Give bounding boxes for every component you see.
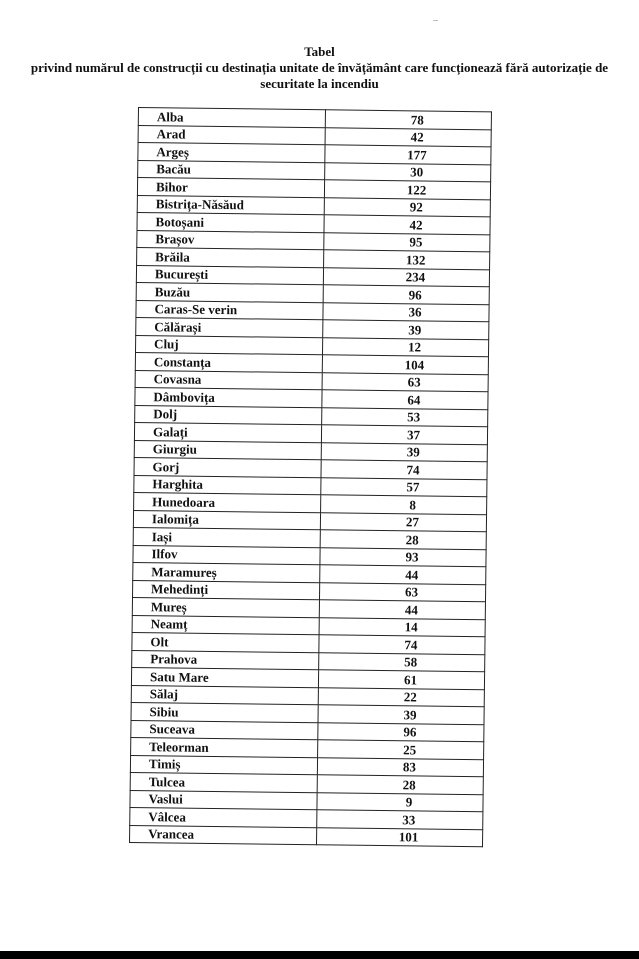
county-name-cell: Prahova bbox=[132, 650, 319, 670]
county-name-cell: Brăila bbox=[137, 247, 324, 267]
building-count-cell: 53 bbox=[322, 407, 488, 427]
county-name-cell: Neamț bbox=[132, 615, 319, 635]
building-count-cell: 104 bbox=[322, 355, 488, 375]
document-subtitle-line-2: securitate la incendiu bbox=[260, 76, 379, 91]
county-name-cell: Timiș bbox=[130, 755, 317, 775]
county-name-cell: Caras-Se verin bbox=[136, 300, 323, 320]
building-count-cell: 95 bbox=[324, 232, 490, 252]
document-header bbox=[0, 44, 639, 92]
county-name-cell: Buzău bbox=[136, 282, 323, 302]
county-name-cell: Arad bbox=[138, 125, 325, 145]
building-count-cell: 61 bbox=[318, 670, 484, 690]
building-count-cell: 58 bbox=[319, 652, 485, 672]
county-name-cell: Botoșani bbox=[137, 212, 324, 232]
county-name-cell: Brașov bbox=[137, 230, 324, 250]
building-count-cell: 78 bbox=[325, 110, 491, 130]
county-table bbox=[129, 107, 492, 847]
building-count-cell: 39 bbox=[318, 705, 484, 725]
building-count-cell: 57 bbox=[321, 477, 487, 497]
county-name-cell: Dolj bbox=[135, 405, 322, 425]
scan-mark bbox=[433, 20, 438, 21]
county-name-cell: Harghita bbox=[134, 475, 321, 495]
building-count-cell: 9 bbox=[317, 792, 483, 812]
building-count-cell: 42 bbox=[324, 215, 490, 235]
building-count-cell: 234 bbox=[323, 267, 489, 287]
county-name-cell: Argeș bbox=[138, 143, 325, 163]
building-count-cell: 92 bbox=[324, 197, 490, 217]
county-name-cell: București bbox=[136, 265, 323, 285]
building-count-cell: 22 bbox=[318, 687, 484, 707]
county-name-cell: Bihor bbox=[137, 178, 324, 198]
building-count-cell: 96 bbox=[318, 722, 484, 742]
building-count-cell: 12 bbox=[322, 337, 488, 357]
building-count-cell: 28 bbox=[317, 775, 483, 795]
county-name-cell: Bacău bbox=[138, 160, 325, 180]
building-count-cell: 30 bbox=[325, 162, 491, 182]
county-name-cell: Giurgiu bbox=[134, 440, 321, 460]
county-name-cell: Maramureș bbox=[133, 562, 320, 582]
county-name-cell: Cluj bbox=[136, 335, 323, 355]
county-name-cell: Constanța bbox=[135, 352, 322, 372]
county-name-cell: Sălaj bbox=[131, 685, 318, 705]
building-count-cell: 74 bbox=[319, 635, 485, 655]
building-count-cell: 42 bbox=[325, 127, 491, 147]
building-count-cell: 8 bbox=[321, 495, 487, 515]
building-count-cell: 44 bbox=[319, 600, 485, 620]
county-name-cell: Hunedoara bbox=[134, 492, 321, 512]
county-name-cell: Dâmbovița bbox=[135, 387, 322, 407]
county-name-cell: Bistrița-Năsăud bbox=[137, 195, 324, 215]
building-count-cell: 39 bbox=[321, 442, 487, 462]
building-count-cell: 33 bbox=[317, 810, 483, 830]
building-count-cell: 132 bbox=[324, 250, 490, 270]
building-count-cell: 96 bbox=[323, 285, 489, 305]
county-name-cell: Galați bbox=[134, 422, 321, 442]
county-name-cell: Suceava bbox=[131, 720, 318, 740]
county-name-cell: Mehedinți bbox=[133, 580, 320, 600]
county-name-cell: Tulcea bbox=[130, 772, 317, 792]
table-row bbox=[130, 825, 483, 847]
document-title: Tabel bbox=[304, 44, 335, 59]
county-name-cell: Vrancea bbox=[130, 825, 317, 845]
building-count-cell: 28 bbox=[320, 530, 486, 550]
county-name-cell: Satu Mare bbox=[131, 667, 318, 687]
building-count-cell: 64 bbox=[322, 390, 488, 410]
building-count-cell: 14 bbox=[319, 617, 485, 637]
county-name-cell: Iași bbox=[133, 527, 320, 547]
building-count-cell: 27 bbox=[320, 512, 486, 532]
building-count-cell: 177 bbox=[325, 145, 491, 165]
county-name-cell: Teleorman bbox=[131, 737, 318, 757]
building-count-cell: 122 bbox=[324, 180, 490, 200]
building-count-cell: 63 bbox=[319, 582, 485, 602]
building-count-cell: 37 bbox=[321, 425, 487, 445]
building-count-cell: 83 bbox=[317, 757, 483, 777]
county-name-cell: Sibiu bbox=[131, 702, 318, 722]
county-name-cell: Alba bbox=[138, 108, 325, 128]
county-table-body bbox=[130, 108, 492, 847]
document-subtitle-line-1: privind numărul de construcții cu destinația unitate de învățământ care funcționează fără autorizație de bbox=[30, 60, 609, 75]
county-name-cell: Mureș bbox=[132, 597, 319, 617]
county-name-cell: Călărași bbox=[136, 317, 323, 337]
building-count-cell: 36 bbox=[323, 302, 489, 322]
building-count-cell: 93 bbox=[320, 547, 486, 567]
building-count-cell: 44 bbox=[320, 565, 486, 585]
county-name-cell: Olt bbox=[132, 632, 319, 652]
county-name-cell: Ialomița bbox=[133, 510, 320, 530]
county-table-wrapper bbox=[129, 107, 492, 847]
building-count-cell: 25 bbox=[318, 740, 484, 760]
bottom-edge-bar bbox=[0, 951, 639, 959]
county-name-cell: Vâlcea bbox=[130, 807, 317, 827]
county-name-cell: Ilfov bbox=[133, 545, 320, 565]
county-name-cell: Vaslui bbox=[130, 790, 317, 810]
building-count-cell: 63 bbox=[322, 372, 488, 392]
building-count-cell: 74 bbox=[321, 460, 487, 480]
county-name-cell: Covasna bbox=[135, 370, 322, 390]
building-count-cell: 39 bbox=[323, 320, 489, 340]
building-count-cell: 101 bbox=[317, 827, 483, 847]
county-name-cell: Gorj bbox=[134, 457, 321, 477]
